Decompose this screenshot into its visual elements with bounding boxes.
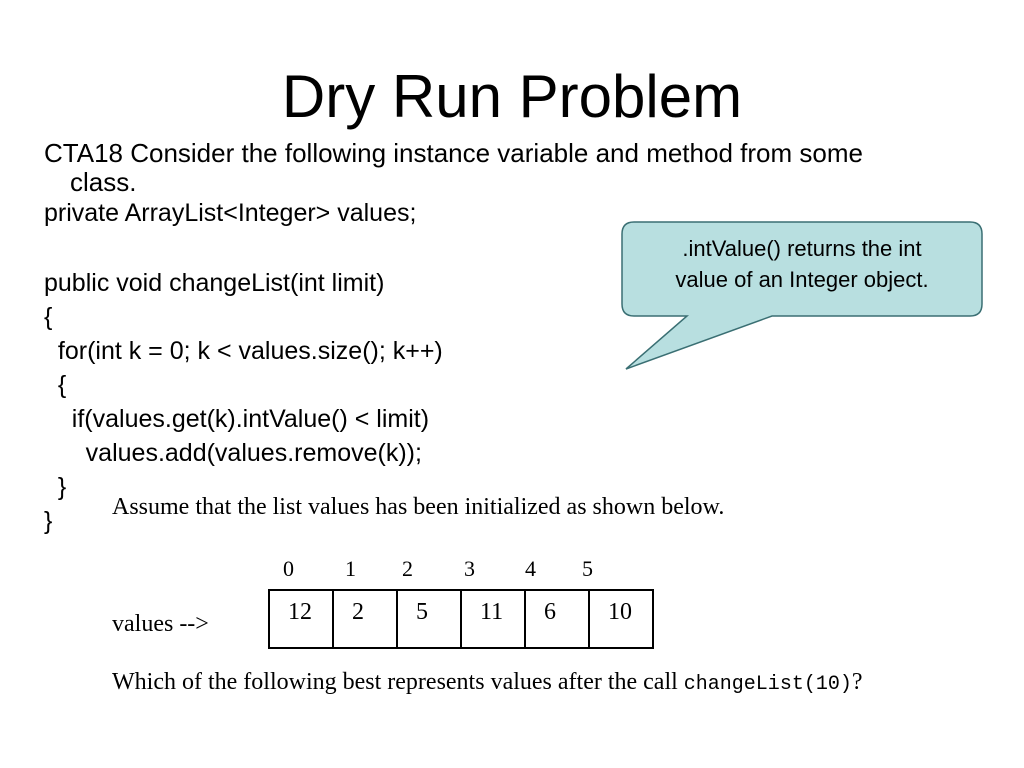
code-line: {	[44, 371, 67, 399]
index-label: 2	[402, 556, 413, 581]
code-line: for(int k = 0; k < values.size(); k++)	[44, 337, 443, 365]
values-label: values -->	[112, 611, 209, 637]
values-array	[268, 589, 654, 649]
question-prefix: Which of the following best represents values after the call	[112, 669, 684, 695]
array-cell: 2	[334, 591, 398, 647]
index-label: 3	[464, 556, 475, 581]
array-cell: 6	[526, 591, 590, 647]
code-line: values.add(values.remove(k));	[44, 439, 422, 467]
intro-text	[44, 139, 984, 197]
intro-line-1: CTA18 Consider the following instance variable and method from some	[44, 138, 863, 168]
index-label: 1	[345, 556, 356, 581]
callout-text	[622, 233, 982, 295]
code-line: {	[44, 303, 53, 331]
slide-title: Dry Run Problem	[281, 63, 743, 130]
code-line: }	[44, 473, 67, 501]
assume-text: Assume that the list values has been initialized as shown below.	[112, 494, 725, 520]
question-suffix: ?	[851, 669, 863, 695]
question-text	[112, 669, 862, 696]
question-code: changeList(10)	[683, 673, 852, 696]
array-cell: 10	[608, 599, 632, 625]
array-cell: 11	[462, 591, 526, 647]
code-line: if(values.get(k).intValue() < limit)	[44, 405, 430, 433]
index-label: 0	[283, 556, 294, 581]
code-line: public void changeList(int limit)	[44, 269, 385, 297]
array-cell: 5	[398, 591, 462, 647]
code-line: private ArrayList<Integer> values;	[44, 199, 417, 227]
intro-line-2: class.	[70, 167, 137, 197]
callout-line-2: value of an Integer object.	[675, 267, 929, 292]
code-line: }	[44, 507, 53, 535]
index-label: 5	[582, 556, 593, 581]
callout-line-1: .intValue() returns the int	[682, 236, 922, 261]
index-label: 4	[525, 556, 536, 581]
array-cell: 12	[270, 591, 334, 647]
